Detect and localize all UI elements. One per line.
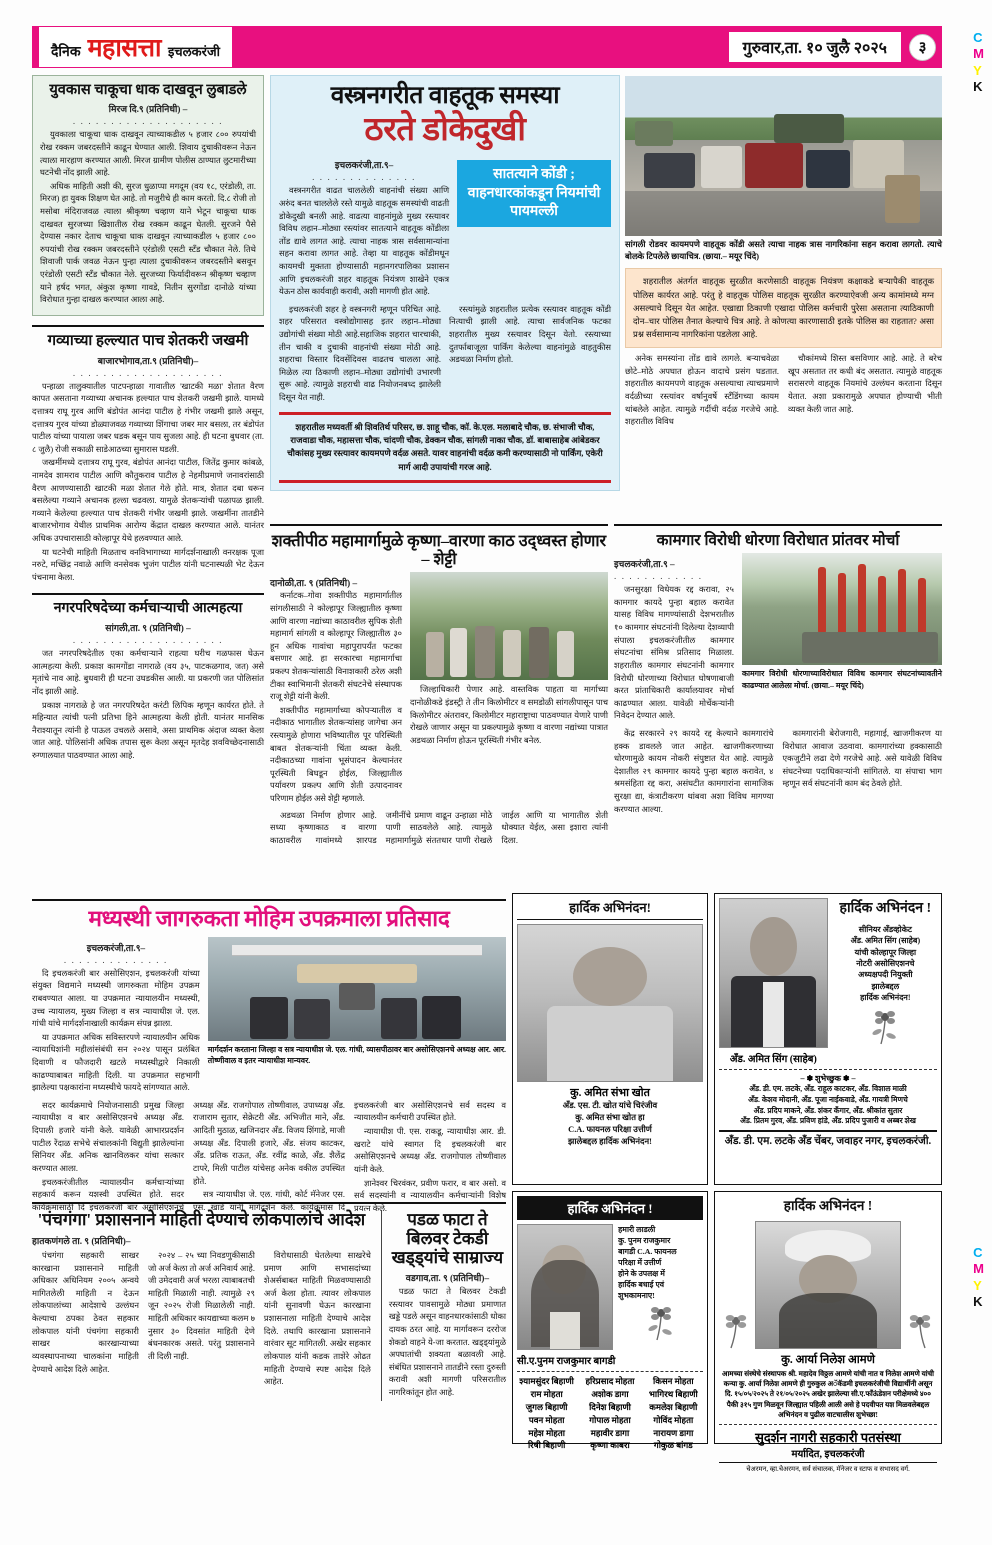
- paragraph: दि इचलकरंजी बार असोसिएशन, इचलकरंजी यांच्या संयुक्त विद्यमाने मध्यस्थी जागरुकता मोहिम उपक्रम राबवण्यात आला. या उपक्रमात न्यायालयीन मध्यस्थी, उच्च न्यायालय, मुख्य जिल्हा व सत्र न्यायाधीश जे. एल. गांधी यांचे मार्गदर्शनाखाली कार्यक्रम संपन्न झाला.: [32, 968, 200, 1029]
- ad-title: हार्दिक अभिनंदन !: [783, 1198, 873, 1213]
- article-body: [32, 381, 264, 585]
- page-number-badge: ३: [909, 34, 936, 61]
- ad-wisher-row-3: अँड. प्रदिप माकने, अँड. शंकर कॅंगार, अँड. श्रीकांत सुतार: [753, 1105, 903, 1115]
- paragraph: न्यायाधीश पी. एस. राकडू, न्यायाधीश आर. डी. खराटे यांचे स्वागत दि इचलकरंजी बार असोसिएशनचे अध्यक्ष अँड. राजगोपाल तोष्णीवाल यांनी केले.: [354, 1127, 506, 1174]
- cmyk2-c: C: [973, 1245, 983, 1260]
- cmyk2-y: Y: [973, 1277, 982, 1293]
- ad-line-5: अध्यक्षपदी नियुक्ती: [858, 970, 913, 980]
- ad-wisher-row-1: अँड. डी. एम. लटके, अँड. राहूल काटकर, अँड. विशाल माळी: [749, 1084, 907, 1093]
- wisher: दिनेश बिहाणी: [589, 1401, 631, 1412]
- paragraph: युवकाला चाकूचा धाक दाखवून त्याच्याकडील ५ हजार ८०० रुपयांची रोख रक्कम जबरदस्तीने काढून घेण्यात आली. शिवाय दुचाकीवरून नेऊन त्याला मारहाण करण्यात आली. मिरज ग्रामीण पोलीस ठाण्यात लुटमारीच्या घटनेची नोंद झाली आहे.: [40, 130, 256, 178]
- ad-line-4: झालेबद्दल हार्दिक अभिनंदन!: [568, 1136, 652, 1146]
- ad-line-2: कु. पुनम राजकुमार: [618, 1236, 671, 1246]
- article-body: [32, 968, 200, 1095]
- ad-arya-amane: [714, 1191, 942, 1474]
- cmyk-m: M: [973, 46, 984, 62]
- feature-headline: मध्यस्थी जागरुकता मोहिम उपक्रमाला प्रतिसाद: [88, 906, 450, 931]
- divider-dashed: [719, 1424, 937, 1425]
- paragraph: चौकांमध्ये शिस्त बसविणार आहे. आहे. ते बरेच खूप असतात तर कधी बंद असतात. त्यामुळे वाहतूक सरासरणे वाहतूक नियमांचे उल्लंघन करताना दिसून येतात. अशा प्रकारामुळे अपघात होण्याची भीती व्यक्त केली जात आहे.: [788, 354, 942, 414]
- lead-headline: ठरते डोकेदुखी: [364, 111, 526, 148]
- ad-line-1: अँड. एस. टी. खोत यांचे चिरंजीव: [562, 1101, 658, 1110]
- lead-body: [279, 185, 449, 298]
- wisher: गोविंद मोहता: [653, 1414, 694, 1425]
- paragraph: प्रकाश नागराळे हे जत नगरपरिषदेत करंटी लिपिक म्हणून कार्यरत होते. ते महिन्यात त्यांची पत्नी प्रतिभा हिने आत्महत्या केली होती. यानंतर मानसिक नैराश्यातून त्यांनी हे पाऊल उचलले असावे, असा प्राथमिक अंदाज व्यक्त केला जात आहे. पोलिसांनी अधिक तपास सुरू केला असून मृतदेह शवविच्छेदनासाठी रुग्णालयात पाठवण्यात आला आहे.: [32, 700, 264, 760]
- traffic-jam-photo: [625, 76, 942, 236]
- ad-portrait-photo: [517, 924, 703, 1082]
- ad-title: हार्दिक अभिनंदन !: [839, 901, 932, 916]
- highlight-box: [625, 268, 942, 348]
- wisher: नारायण डागा: [653, 1427, 694, 1438]
- ad-line-4: नोटरी असोसिएशनचे: [856, 959, 915, 969]
- article-headline: नगरपरिषदेच्या कर्मचाऱ्याची आत्महत्या: [53, 601, 243, 617]
- article-dateline: सांगली,ता. ९ (प्रतिनिधी) –: [105, 623, 191, 634]
- paragraph: इचलकरंजीतील न्यायालयीन कर्मचाऱ्यांच्या सहकार्य करून यशस्वी उपस्थित होते. सदर कार्यक्रमासाठी दि इचलकरंजी बार असोसिएशनचे अध्यक्ष अँड. राजगोपाल तोष्णीवाल, उपाध्यक्ष अँड. राजाराम सुतार, सेक्रेटरी अँड. अभिजीत माने, अँड. आदिती मुठाळ, खजिनदार अँड. विजय शिंगाडे, माजी अध्यक्ष अँड. दिपाली हजारे, अँड. संजय काटकर, अँड. प्रतिक राऊत, अँड. रवींद्र काळे, अँड. शैलेंद्र टापरे, मिली पाटील यांचेसह अनेक वकील उपस्थित होते.: [32, 1100, 345, 1212]
- dateline-dots: . . . . . . . . . . . . . .: [63, 954, 168, 965]
- ad-footer: अँड. डी. एम. लटके अँड चेंबर, जवाहर नगर, इचलकरंजी.: [719, 1130, 937, 1148]
- paragraph: वस्त्रनगरीत वाढत चाललेली वाहनांची संख्या आणि अरुंद बनत चाललेले रस्ते यामुळे वाहतूक समस्यांची वाढती डोकेदुखी बनली आहे. वाढत्या वाहनांमुळे मुख्य रस्त्यावर विविध लहान–मोठ्या रस्त्यांवर सातत्याने वाहतूक कोंडीला तोंड द्यावे लागत आहे. त्याचा नाहक त्रास सर्वसामान्यांना सहन करावा लागत आहे. तेव्हा या वाहतूक कोंडीमधून कायमची मुक्तता होण्यासाठी महानगरपालिका प्रशासन आणि इचलकरंजी शहर वाहतूक नियंत्रण शाखेने एकत्र येऊन ठोस कार्यवाही करावी, अशी मागणी होत आहे.: [279, 186, 450, 297]
- wisher: गोपाल मोहता: [589, 1414, 631, 1425]
- wisher: राम मोहता: [530, 1388, 563, 1399]
- ad-amit-singh: [714, 893, 942, 1185]
- cmyk-y: Y: [973, 62, 982, 78]
- paragraph: या घटनेची माहिती मिळताच वनविभागाच्या मार्गदर्शनाखाली वनरक्षक पूजा नरुटे, मच्छिंद्र नवाळे आणि वनसेवक भुजंग पाटील यांनी घटनास्थळी भेट देऊन पंचनामा केला.: [32, 547, 264, 582]
- ad-amit-khot: [512, 893, 708, 1185]
- article-headline-padal-road: पडळ फाटा ते बिलवर टेकडी खड्ड्यांचे साम्राज्य: [391, 1210, 504, 1268]
- ad-wisher-row-4: अँड. प्रितम गुरव, अँड. प्रविण हांडे, अँड. प्रदिप पुजारी व अब्बर शेख: [740, 1116, 916, 1126]
- ad-portrait-photo: [719, 898, 828, 1048]
- wisher: हरिप्रसाद मोहता: [585, 1376, 635, 1386]
- divider: [32, 899, 506, 901]
- protest-rally-photo: [742, 553, 942, 665]
- article-body: [40, 129, 256, 307]
- paragraph: पन्हाळा तालुक्यातील पाटपन्हाळा गावातील 'खाटकी मळा' शेतात वैरण कापत असताना गव्याच्या अचानक हल्ल्यात पाच शेतकरी जखमी झाले. यामध्ये दत्तात्रय राघू गुरव आणि बंडोपंत आनंदा पाटील हे गंभीर जखमी झाले असून, दत्तात्रय गुरव यांच्या डोळ्याजवळ गव्याच्या शिंगाचा जबर मार बसला, तर बंडोपंत पाटील यांच्या पायाला जबर धडक बसून पाय सुजला आहे. ही घटना बुधवार (ता. ८ जुलै) रोजी सकाळी साडेआठच्या सुमारास घडली.: [32, 381, 264, 454]
- paragraph: या उपक्रमात अधिक सविस्तरपणे न्यायालयीन अधिक न्यायाधिशांनी महीलांसंबंधी सन २०२४ पासून प्रलंबित दिवाणी व फौजदारी खटले मध्यस्थीद्वारे निकाली काढण्याबाबत माहिती दिली. या उपक्रमात सहभागी झालेल्या पक्षकारांना मध्यस्थीचे फायदे सांगण्यात आले.: [32, 1032, 200, 1093]
- photo-vehicles: [625, 76, 942, 236]
- article-headline-panchganga: 'पंचगंगा' प्रशासनाने माहिती देण्याचे लोकपालांचे आदेश: [37, 1210, 366, 1229]
- lead-inset-box: [279, 412, 611, 483]
- ad-line-6: झालेबद्दल: [871, 981, 900, 991]
- article-labour-protest: [614, 518, 942, 816]
- publication-logo: [38, 26, 233, 68]
- dateline-dots: . . . . . . . . . . . .: [614, 571, 703, 582]
- article-dateline: हातकणंगले ता. ९ (प्रतिनिधी)–: [32, 1236, 131, 1247]
- article-gaur-attack: [32, 325, 264, 585]
- ad-person-name: कु. आर्या निलेश आमणे: [781, 1354, 875, 1366]
- paragraph: अधिक माहिती अशी की, सुरज धुळाप्पा मगदूम (वय १८, एरंडोली, ता. मिरज) हा युवक शिक्षण घेत आहे. तो मजुरीचे ही काम करतो. दि.८ रोजी तो मसोबा मंदिराजवळ त्याला श्रीकृष्ण चव्हाण याने भेटून चाकूचा धाक दाखवत सुरजच्या खिशातील रोख रक्कम काढून घेतली. सुरजने पैसे देण्यास नकार देताच चाकूचा धाक दाखवून त्याच्याकडील ५ हजार ८०० रुपयांची रोख रक्कम जबरदस्तीने एरंडोली एसटी स्टँड चौकात नेले. तिथे शिवाजी पार्क जवळ नेऊन पुन्हा त्याला दुचाकीवरून जबरदस्तीने बसवून एरंडोली एसटी स्टँड चौकात नेले. सुरजच्या फिर्यादीवरून श्रीकृष्ण चव्हाण याने हर्षद भगत, अंकुश कृष्णा गावडे, नितीन सुरगोंडा दानोळे यांच्या विरोधात गुन्हा दाखल करण्यात आला आहे.: [40, 181, 256, 305]
- article-dateline: इचलकरंजी,ता.९ –: [614, 559, 675, 570]
- wisher: महावीर डागा: [590, 1427, 630, 1438]
- ad-title: हार्दिक अभिनंदन !: [517, 1196, 703, 1220]
- dateline-dots: . . . . . . . . . . . . . . . . . . . .: [72, 367, 224, 378]
- lead-dateline: इचलकरंजी,ता.९–: [334, 160, 394, 171]
- cmyk-registration-marks-bottom: [973, 1245, 984, 1310]
- ad-person-name: कु. अमित संभा खोत: [570, 1087, 650, 1099]
- cmyk2-k: K: [973, 1293, 983, 1309]
- wisher: कृष्णा काबरा: [590, 1440, 630, 1451]
- ad-line-5: होने के उपलक्ष में: [618, 1269, 665, 1279]
- article-body: [614, 584, 734, 723]
- ad-wishers-label: – ✽ शुभेच्छुक ✽ –: [800, 1074, 856, 1083]
- paragraph: केंद्र सरकारने २९ कायदे रद्द केल्याने कामगारांचे हक्क डावलले जात आहेत. खाजगीकरणाच्या धोरणामुळे कायम नोकरी संपुष्टात येत आहे. त्यामुळे देशातील २९ कामगार कायदे पुन्हा बहाल करावेत, ४ श्रमसंहिता रद्द करा, असंघटीत कामगारांना सामाजिक सुरक्षा द्या, कंत्राटीकरण थांबवा अशा विविध मागण्या करण्यात आल्या.: [614, 728, 774, 814]
- article-youth-robbery: [32, 75, 264, 316]
- ad-line-6: हार्दिक बधाई एवं: [618, 1280, 665, 1290]
- wisher: किसन मोहता: [653, 1376, 694, 1386]
- publication-date: गुरुवार,ता. १० जुलै २०२५: [729, 32, 901, 62]
- flower-icon: [644, 1303, 678, 1341]
- wisher: जुगल बिहाणी: [525, 1401, 568, 1412]
- article-dateline: दानोळी,ता. ९ (प्रतिनिधी) –: [270, 578, 358, 589]
- flower-icon-left: [719, 1311, 753, 1349]
- ad-person-name: अँड. अमित सिंग (साहेब): [729, 1054, 817, 1065]
- article-body-bottom: [270, 810, 608, 848]
- paragraph: विरोधासाठी घेतलेल्या साखरेचे प्रमाण आणि सभासदांच्या शेअर्सबाबत माहिती मिळवण्यासाठी अर्ज केला होता. त्यावर लोकपाल यांनी सुनावणी घेऊन कारखाना प्रशासनाला माहिती देण्याचे आदेश दिले. तथापि कारखाना प्रशासनाने वारंवार सूट मागितली. अखेर सहकार लोकपाल यांनी कडक ताशेरे ओढत माहिती देण्याचे स्पष्ट आदेश दिले आहेत.: [263, 1251, 371, 1387]
- inset-text: शहरातील मध्यवर्ती श्री शिवतिर्थ परिसर, छ. शाहू चौक, कॉ. के.एल. मलाबादे चौक, छ. संभाजी चौक, राजवाडा चौक, महासत्ता चौक, चांदणी चौक, डेक्कन चौक, सांगली नाका चौक, डॉ. बाबासाहेब आंबेडकर चौकांसह मुख्य रस्त्यावर कायमपणे वर्दळ असते. यावर वाहनांची वर्दळ कमी करण्यासाठी नो पार्किंग, एकेरी मार्ग आदी उपायांची गरज आहे.: [287, 421, 603, 472]
- article-headline: युवकास चाकूचा धाक दाखवून लुबाडले: [49, 82, 247, 98]
- article-body-right: [410, 684, 608, 747]
- left-column: [32, 75, 264, 764]
- article-municipal-suicide: [32, 593, 264, 762]
- paragraph: जनसुरक्षा विधेयक रद्द करावा, २५ कामगार कायदे पुन्हा बहाल करावेत यासह विविध मागण्यांसाठी देशभरातील १० कामगार संघटनांनी दिलेल्या देशव्यापी संपाला इचलकरंजीतील कामगार संघटनांचा संमिश्र प्रतिसाद मिळाला. शहरातील कामगार संघटनांनी कामगार विरोधी धोरणाच्या विरोधात घोषणाबाजी करत प्रांताधिकारी कार्यालयावर मोर्चा काढण्यात आला. यावेळी मोर्चेकऱ्यांनी निवेदन देण्यात आले.: [614, 585, 734, 721]
- divider: [270, 524, 608, 526]
- wisher: कमलेश बिहाणी: [649, 1401, 698, 1412]
- wisher: पवन मोहता: [528, 1414, 565, 1425]
- highlight-text: शहरातील अंतर्गत वाहतूक सुरळीत करणेसाठी वाहतूक नियंत्रण कक्षाकडे बऱ्यापैकी वाहतूक पोलिस कार्यरत आहे. परंतु हे वाहतूक पोलिस वाहतूक सुरळीत करण्याऐवजी अन्य कामांमध्ये मग्न असल्याचे दिसून येत आहेत. एखाद्या ठिकाणी एखादा पोलिस कर्मचारी पुरेसा असताना त्याठिकाणी दोन–चार पोलिस तैनात केल्याचे चित्र आहे. ते कोणत्या कारणासाठी इतके पोलिस का राहतात? असा प्रश्न सर्वसामान्य नागरिकांना पडलेला आहे.: [633, 276, 934, 340]
- ad-person-name: सी.ए.पुनम राजकुमार बागडी: [517, 1356, 616, 1367]
- paragraph: सत्र न्यायाधीश जे. एल. गांधी, कोर्ट मॅनेजर एस. एस. खाडे यांनी मार्गदर्शन केले. कार्यक्रमास दि इचलकरंजी बार असोसिएशनचे सर्व सदस्य व न्यायालयीन कर्मचारी उपस्थित होते.: [193, 1100, 506, 1212]
- ad-line-7: हार्दिक अभिनंदन!: [860, 993, 911, 1003]
- ad-line-1: हमारी लाडली: [618, 1225, 656, 1234]
- ad-portrait-photo: [755, 1221, 901, 1349]
- article-body-bottom: [614, 728, 942, 816]
- bottom-left-block: [32, 1196, 506, 1401]
- ad-line-7: शुभकामनाए!: [618, 1291, 655, 1301]
- ad-line-3: बागडी C.A. फायनल: [618, 1247, 677, 1257]
- ad-portrait-photo: [517, 1224, 613, 1350]
- article-shaktipeeth-highway: [270, 518, 608, 848]
- article-body: [389, 1286, 506, 1399]
- lead-body-right: [449, 304, 611, 367]
- article-headline: गव्याच्या हल्ल्यात पाच शेतकरी जखमी: [47, 332, 249, 349]
- paragraph: पंचगंगा सहकारी साखर कारखाना प्रशासनाने माहिती अधिकार अधिनियम २००५ अन्वये मागितलेली माहिती न देऊन लोकपालांच्या आदेशाचे उल्लंघन केल्याचा ठपका ठेवत सहकार लोकपाल यांनी पंचगंगा सहकारी साखर कारखान्याच्या व्यवस्थापनाच्या चालकांना माहिती देण्याचे आदेश दिले आहेत.: [32, 1251, 139, 1374]
- lead-story: [270, 75, 620, 491]
- article-headline: कामगार विरोधी धोरणा विरोधात प्रांतवर मोर्चा: [656, 532, 900, 549]
- article-dateline: बाजारभोगाव,ता.९ (प्रतिनिधी)–: [97, 355, 199, 366]
- top-right-block: [625, 76, 942, 429]
- article-dateline: इचलकरंजी,ता.९–: [86, 942, 146, 953]
- logo-prefix: दैनिक: [51, 45, 81, 60]
- photo-caption: मार्गदर्शन करताना जिल्हा व सत्र न्यायाधीश जे. एल. गांधी, व्यासपीठावर बार असोसिएशनचे अध्यक्ष आर. आर. तोष्णीवाल व इतर न्यायाधीश मान्यवर.: [207, 1044, 506, 1066]
- paragraph: अडथळा निर्माण होणार आहे. सध्या कृष्णाकाठ व वारणा काठावरील गावांमध्ये शारपड जमीनींचे प्रमाण वाढून उन्हाळा मोठे पाणी साठवलेले आहे. त्यामुळे महामार्गामुळे संततधार पाणी रोखले जाईल आणि या भागातील शेती धोक्यात येईल, असा इशारा त्यांनी दिला.: [270, 810, 608, 845]
- ad-title: हार्दिक अभिनंदन!: [517, 898, 703, 920]
- ad-wishers-grid: [517, 1375, 703, 1452]
- dateline-dots: . . . . . . . . . . . . . . . . . . . .: [72, 116, 224, 127]
- divider: [32, 1202, 506, 1204]
- masthead-right: [729, 32, 936, 62]
- divider: [32, 593, 264, 595]
- lead-subhead-box: सातत्याने कोंडी ; वाहनधारकांकडून नियमांची पायमल्ली: [457, 160, 611, 227]
- cmyk-k: K: [973, 78, 983, 94]
- farmers-field-photo: [410, 572, 608, 680]
- paragraph: रस्त्यांमुळे शहरातील प्रत्येक रस्त्यावर वाहतूक कोंडी नित्याची झाली आहे. त्याचा सार्वजनिक फटका शहरातील मुख्य रस्त्यावर दिसून येतो. रस्त्याच्या दुतर्फाबाजूला पार्किंग केलेल्या वाहनांमुळे वाहतुकीस अडथळा निर्माण होतो.: [449, 304, 611, 365]
- ad-line-1: सीनियर अँडव्होकेट: [858, 925, 912, 934]
- wisher: अशोक डागा: [591, 1388, 629, 1399]
- lead-body-cont: [279, 304, 441, 405]
- ad-org-name: सुदर्शन नागरी सहकारी पतसंस्था: [755, 1430, 901, 1446]
- paragraph: शक्तीपीठ महामार्गाच्या कोपऱ्यातील व नदीकाठ भागातील शेतकऱ्यांसह जागेचा अन रस्त्यामुळे होणारा भविष्यातील पूर परिस्थिती बाबत शेतकऱ्यांनी चिंता व्यक्त केली. नदीकाठच्या गावांना भूसंपादन केल्यानंतर पूरस्थिती बिघडून होईल, जिल्ह्यातील पर्यावरण प्रकल्प आणि शेती उत्पादनावर परिणाम होईल असे शेट्टी म्हणाले.: [270, 705, 402, 804]
- wisher: भागिरथ बिहाणी: [648, 1388, 698, 1399]
- article-mediation-campaign: [32, 893, 506, 1215]
- dateline-dots: . . . . . . . . . . . . . . . . . . . .: [72, 635, 224, 646]
- paragraph: कर्नाटक–गोवा शक्तीपीठ महामार्गातील सांगलीसाठी ने कोल्हापूर जिल्ह्यातील कृष्णा आणि वारणा नद्यांच्या काठावरील सुपिक शेती महामार्ग सांगली व कोल्हापूर जिल्ह्यातील ३० हून अधिक गावांचा महापुरापर्यंत फटका बसणार आहे. हा सरकारचा महामार्गाचा प्रकल्प शेतकऱ्यांसाठी विनाशकारी ठरेल अशी टीका स्वाभिमानी शेतकरी संघटनेचे संस्थापक राजू शेट्टी यांनी केली.: [270, 591, 402, 702]
- paragraph: पडळ फाटा ते बिलवर टेकडी रस्त्यावर पावसामुळे मोठ्या प्रमाणात खड्डे पडले असून वाहनधारकांसाठी धोका दायक ठरत आहे. या मार्गावरून दररोज शेकडो वाहने ये-जा करतात. खड्ड्यांमुळे अपघातांची शक्यता बळावली आहे. संबंधित प्रशासनाने तातडीने रस्ता दुरुस्ती करावी अशी मागणी परिसरातील नागरिकांतून होत आहे.: [388, 1287, 506, 1397]
- ad-line-3: यांची कोल्हापूर जिल्हा: [854, 947, 917, 957]
- ad-line-4: परिक्षा में उत्तीर्ण: [618, 1258, 662, 1268]
- logo-title: महासत्ता: [87, 35, 161, 62]
- divider-dashed: [517, 1371, 703, 1372]
- article-body: [32, 1250, 371, 1389]
- ad-org-sub: मर्यादित, इचलकरंजी: [791, 1449, 865, 1461]
- flower-icon-right: [903, 1311, 937, 1349]
- cmyk-c: C: [973, 30, 983, 45]
- cmyk2-m: M: [973, 1261, 984, 1277]
- paragraph: कामगारांनी बेरोजगारी, महागाई, खाजगीकरण या विरोधात आवाज उठवावा. कामगारांच्या हक्कासाठी एकजुटीने लढा देणे गरजेचे आहे. असे यावेळी विविध संघटनेच्या पदाधिकाऱ्यांनी सांगितले. या संपाचा भाग म्हणून सर्व संघटनांनी काम बंद ठेवले होते.: [782, 728, 942, 789]
- article-body: [270, 590, 402, 805]
- article-dateline: मिरज दि.९ (प्रतिनिधी) –: [108, 104, 188, 115]
- article-body: [32, 648, 264, 762]
- ad-body-text: आमच्या संस्थेचे संस्थापक श्री. महादेव विठ्ठल आमणे यांची नात व निलेश आमणे यांची कन्या कु. आर्या निलेश आमणे ही गुरुकुल अॅकॅडमी इचलकरंजीची विद्यार्थीनी असून दि. १५/०५/२०२५ ते २१/०५/२०२५ अखेर झालेल्या सी.ए.फाँऊंडेशन परीक्षेमध्ये ४०० पैकी ३१५ गुण मिळवून जिल्ह्यात पहिली आली असे हे पदवीपत यश मिळवलेबद्दल अभिनंदन व पुढील वाटचालीस शुभेच्छा!: [721, 1370, 935, 1419]
- mediation-event-photo: [208, 937, 506, 1041]
- paragraph: जखमींमध्ये दत्तात्रय राघू गुरव, बंडोपंत आनंदा पाटील, जितेंद्र कुमार कांबळे, नामदेव शामराव पाटील आणि कौतुकराव पाटील हे नेहमीप्रमाणे जनावरांसाठी वैरण आणण्यासाठी खाटकी मळा शेतात गेले होते. मात्र, शेतात दबा धरून बसलेल्या गव्याने अचानक हल्ला चढवला. यामुळे शेतकऱ्यांची पळापळ झाली. गव्याने केलेल्या हल्ल्यात पाच शेतकरी गंभीर जखमी झाले. जखमींना तातडीने बाजारभोगाव येथील प्राथमिक आरोग्य केंद्रात दाखल करण्यात आले. यानंतर अधिक उपचारासाठी कोल्हापूर येथे हलवण्यात आले.: [32, 458, 264, 543]
- paragraph: सदर कार्यक्रमाचे नियोजनासाठी प्रमुख जिल्हा न्यायाधीश व बार असोसिएशनचे अध्यक्ष अँड. दिपाली हजारे यांनी केले. यावेळी आभारप्रदर्शन पाटील रेंदाळ सभेचे संचालकांनी विद्युती झालेल्यांना सिनियर अँड. अनिक खानविलकर यांचा सत्कार करण्यात आला.: [32, 1100, 184, 1173]
- article-dateline: वडगाव,ता. ९ (प्रतिनिधी)–: [405, 1273, 490, 1284]
- paragraph: जत नगरपरिषदेतील एका कर्मचाऱ्याने राहत्या घरीच गळफास घेऊन आत्महत्या केली. प्रकाश कामगोंडा नागराळे (वय ३५, पाटकळगाव, जत) असे मृतांचे नाव आहे. बुधवारी ही घटना उघडकीस आली. या प्रकरणी जत पोलिसांत नोंद झाली आहे.: [32, 649, 264, 696]
- cmyk-registration-marks-top: [973, 30, 984, 95]
- paragraph: २०२४ – २५ च्या निवडणुकीसाठी जो अर्ज केला तो अर्ज अनिवार्य आहे. जी उमेदवारी अर्ज भरला त्याबाबतची माहिती मिळाली नाही. त्यामुळे २९ जून २०२५ रोजी मिळालेली नाही. माहिती अधिकार कायद्याच्या कलम ७ नुसार ३० दिवसांत माहिती देणे बंधनकारक असते. परंतु प्रशासनाने ती दिली नाही.: [147, 1251, 255, 1361]
- wisher: गोकुळ बांगड: [653, 1440, 693, 1451]
- ad-line-2: कु. अमित संभा खोत हा: [575, 1112, 645, 1122]
- paragraph: ज्ञानेश्वर चिरवंकर, प्रवीण फरार, व बार असो. व सर्व सदस्यांनी व न्यायालयीन कर्मचाऱ्यांनी विशेष प्रयत्न केले.: [354, 1178, 506, 1213]
- divider-dashed: [719, 1069, 937, 1070]
- divider: [32, 325, 264, 327]
- ad-punam-bagdi: [512, 1191, 708, 1451]
- dateline-dots: . . . . . . . . . . . . . .: [312, 172, 417, 183]
- masthead: [32, 26, 942, 68]
- paragraph: अनेक समस्यांना तोंड द्यावे लागले. बऱ्याचवेळा छोटे–मोठे अपघात होऊन वादाचे प्रसंग घडतात. शहरातील कायमपणे वाहतूक असल्याचा त्याचप्रमाणे वर्दळीच्या रस्त्यांवर वर्षानुवर्षे स्टॅंडिंगच्या कायम थांबलेले आहेत. त्यामुळे गर्दीची वर्दळ गरजेचे आहे. शहरातील विविध: [625, 354, 779, 427]
- ad-org-staff: चेअरमन, व्हा.चेअरमन, सर्व संचालक, मॅनेजर व स्टाफ व सभासद वर्ग.: [719, 1462, 937, 1473]
- inset-rule-bottom: [279, 480, 611, 483]
- flower-icon: [868, 1007, 902, 1045]
- paragraph: इचलकरंजी शहर हे वस्त्रनगरी म्हणून परिचित आहे. शहर परिसरात वस्त्रोद्योगासह इतर लहान–मोठ्या उद्योगांची संख्या मोठी आहे.सहाजिक शहरात चारचाकी, तीन चाकी व दुचाकी वाहनांची संख्या मोठी आहे. शहराचा विस्तार दिवसेंदिवस वाढतच चालला आहे. मिळेल त्या ठिकाणी लहान–मोठ्या उद्योगांची उभारणी सुरू आहे. त्यामुळे शहराची वाढ नियोजनबध्द झालेली दिसून येत नाही.: [279, 304, 441, 403]
- logo-edition: इचलकरंजी: [167, 44, 220, 59]
- photo-caption: सांगली रोडवर कायमपणे वाहतूक कोंडी असते त्याचा नाहक त्रास नागरिकांना सहन करावा लागतो. त्याचे बोलके टिपलेले छायाचित्र. (छाया.– मयूर चिंदे): [625, 240, 942, 262]
- article-headline: शक्तीपीठ महामार्गामुळे कृष्णा–वारणा काठ उद्ध्वस्त होणार – शेट्टी: [271, 532, 607, 569]
- wisher: रिषी बिहाणी: [527, 1440, 566, 1451]
- paragraph: जिल्हाधिकारी पेणार आहे. वास्तविक पाहता या मार्गाच्या दानोळीकडे इंडस्ट्री ते तीन किलोमीटर व समडोळी सांगलीपासून पाच किलोमीटर अंतरावर, किलोमीटर महाराष्ट्राचा पाठवण्यात येणारे पाणी रोखले जाणार असून या प्रकल्पामुळे कृष्णा व वारणा नद्यांच्या पात्रात अडथळा निर्माण होऊन पूरस्थिती गंभीर बनेल.: [410, 685, 608, 745]
- photo-caption: कामगार विरोधी धोरणाच्याविरोधात विविध कामगार संघटनांच्यावतीने काढण्यात आलेला मोर्चा. (छाया.– मयूर चिंदे): [742, 669, 942, 690]
- wisher: श्यामसुंदर बिहाणी: [519, 1376, 574, 1386]
- divider: [614, 524, 942, 526]
- ad-line-2: अँड. अमित सिंग (साहेब): [850, 936, 921, 946]
- ad-wisher-row-2: अँड. केशव मोदानी, अँड. पूजा नाईकवाडे, अँड. गायत्री मिणचे: [748, 1094, 908, 1104]
- ad-line-3: C.A. फायनल परिक्षा उत्तीर्ण: [568, 1124, 652, 1134]
- wisher: महेश मोहता: [528, 1427, 565, 1438]
- lead-kicker: वस्त्रनगरीत वाहतूक समस्या: [330, 82, 560, 109]
- top-right-columns: [625, 353, 942, 429]
